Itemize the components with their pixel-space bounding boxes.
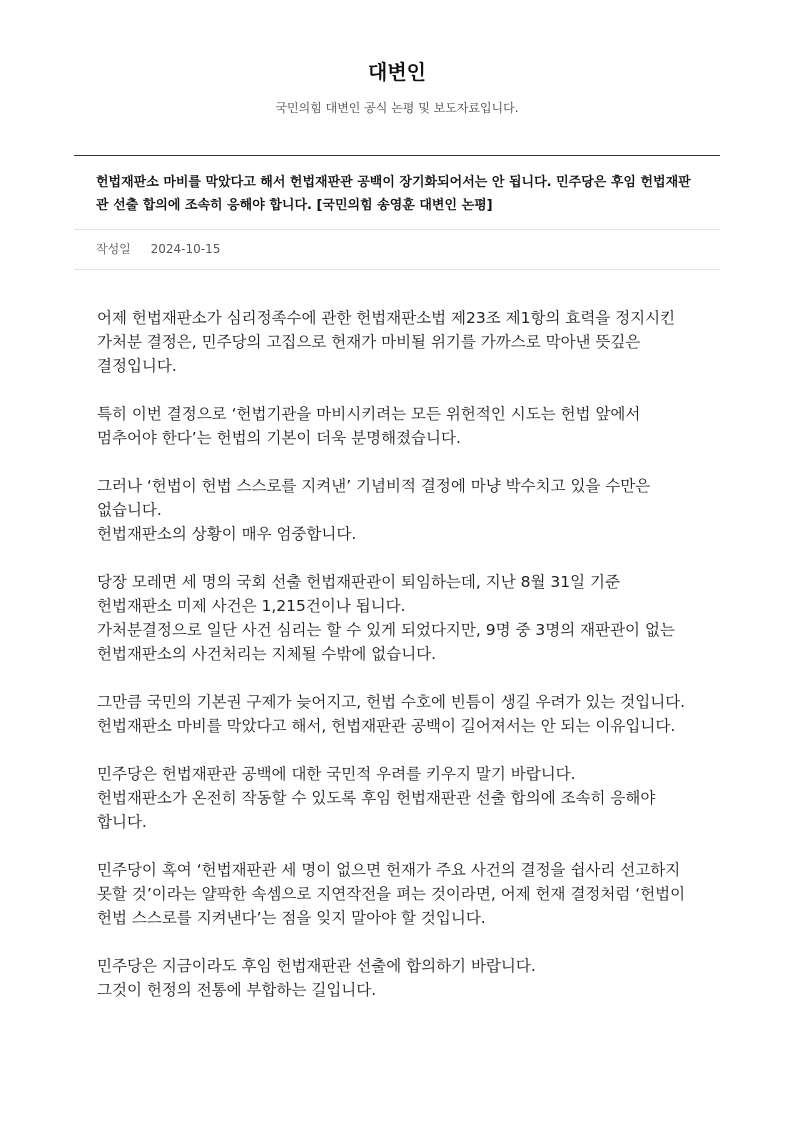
paragraph: 그만큼 국민의 기본권 구제가 늦어지고, 헌법 수호에 빈틈이 생길 우려가 있는 것입니다. 헌법재판소 마비를 막았다고 해서, 헌법재판관 공백이 길어져서는 안 되는 이유입니다. (97, 693, 686, 735)
paragraph: 민주당은 지금이라도 후임 헌법재판관 선출에 합의하기 바랍니다. 그것이 헌정의 전통에 부합하는 길입니다. (97, 957, 536, 999)
date-label: 작성일 (96, 242, 131, 256)
paragraph: 특히 이번 결정으로 ‘헌법기관을 마비시키려는 모든 위헌적인 시도는 헌법 앞에서 멈추어야 한다’는 헌법의 기본이 더욱 분명해졌습니다. (97, 405, 641, 447)
article-header (74, 155, 720, 270)
date-value: 2024-10-15 (150, 242, 221, 256)
site-title: 대변인 (368, 60, 426, 84)
article-meta (74, 230, 720, 270)
paragraph: 어제 헌법재판소가 심리정족수에 관한 헌법재판소법 제23조 제1항의 효력을 정지시킨 가처분 결정은, 민주당의 고집으로 헌재가 마비될 위기를 가까스로 막아낸 뜻깊은 결정입니다. (97, 309, 676, 375)
article-title: 헌법재판소 마비를 막았다고 해서 헌법재판관 공백이 장기화되어서는 안 됩니다. 민주당은 후임 헌법재판관 선출 합의에 조속히 응해야 합니다. [국민의힘 송영훈 대변인 논평] (74, 156, 720, 230)
paragraph: 그러나 ‘헌법이 헌법 스스로를 지켜낸’ 기념비적 결정에 마냥 박수치고 있을 수만은 없습니다. 헌법재판소의 상황이 매우 엄중합니다. (97, 477, 651, 543)
article-body (97, 306, 697, 1026)
paragraph: 민주당이 혹여 ‘헌법재판관 세 명이 없으면 헌재가 주요 사건의 결정을 쉽사리 선고하지 못할 것’이라는 얄팍한 속셈으로 지연작전을 펴는 것이라면, 어제 헌재 결정처럼 ‘헌법이 헌법 스스로를 지켜낸다’는 점을 잊지 말아야 할 것입니다. (97, 861, 686, 927)
paragraph: 민주당은 헌법재판관 공백에 대한 국민적 우려를 키우지 말기 바랍니다. 헌법재판소가 온전히 작동할 수 있도록 후임 헌법재판관 선출 합의에 조속히 응해야 합니다. (97, 765, 656, 831)
site-header (0, 0, 794, 116)
paragraph: 당장 모레면 세 명의 국회 선출 헌법재판관이 퇴임하는데, 지난 8월 31일 기준 헌법재판소 미제 사건은 1,215건이나 됩니다. 가처분결정으로 일단 사건 심리는 할 수 있게 되었다지만, 9명 중 3명의 재판관이 없는 헌법재판소의 사건처리는 지체될 수밖에 없습니다. (97, 573, 675, 663)
site-description: 국민의힘 대변인 공식 논평 및 보도자료입니다. (275, 101, 519, 115)
